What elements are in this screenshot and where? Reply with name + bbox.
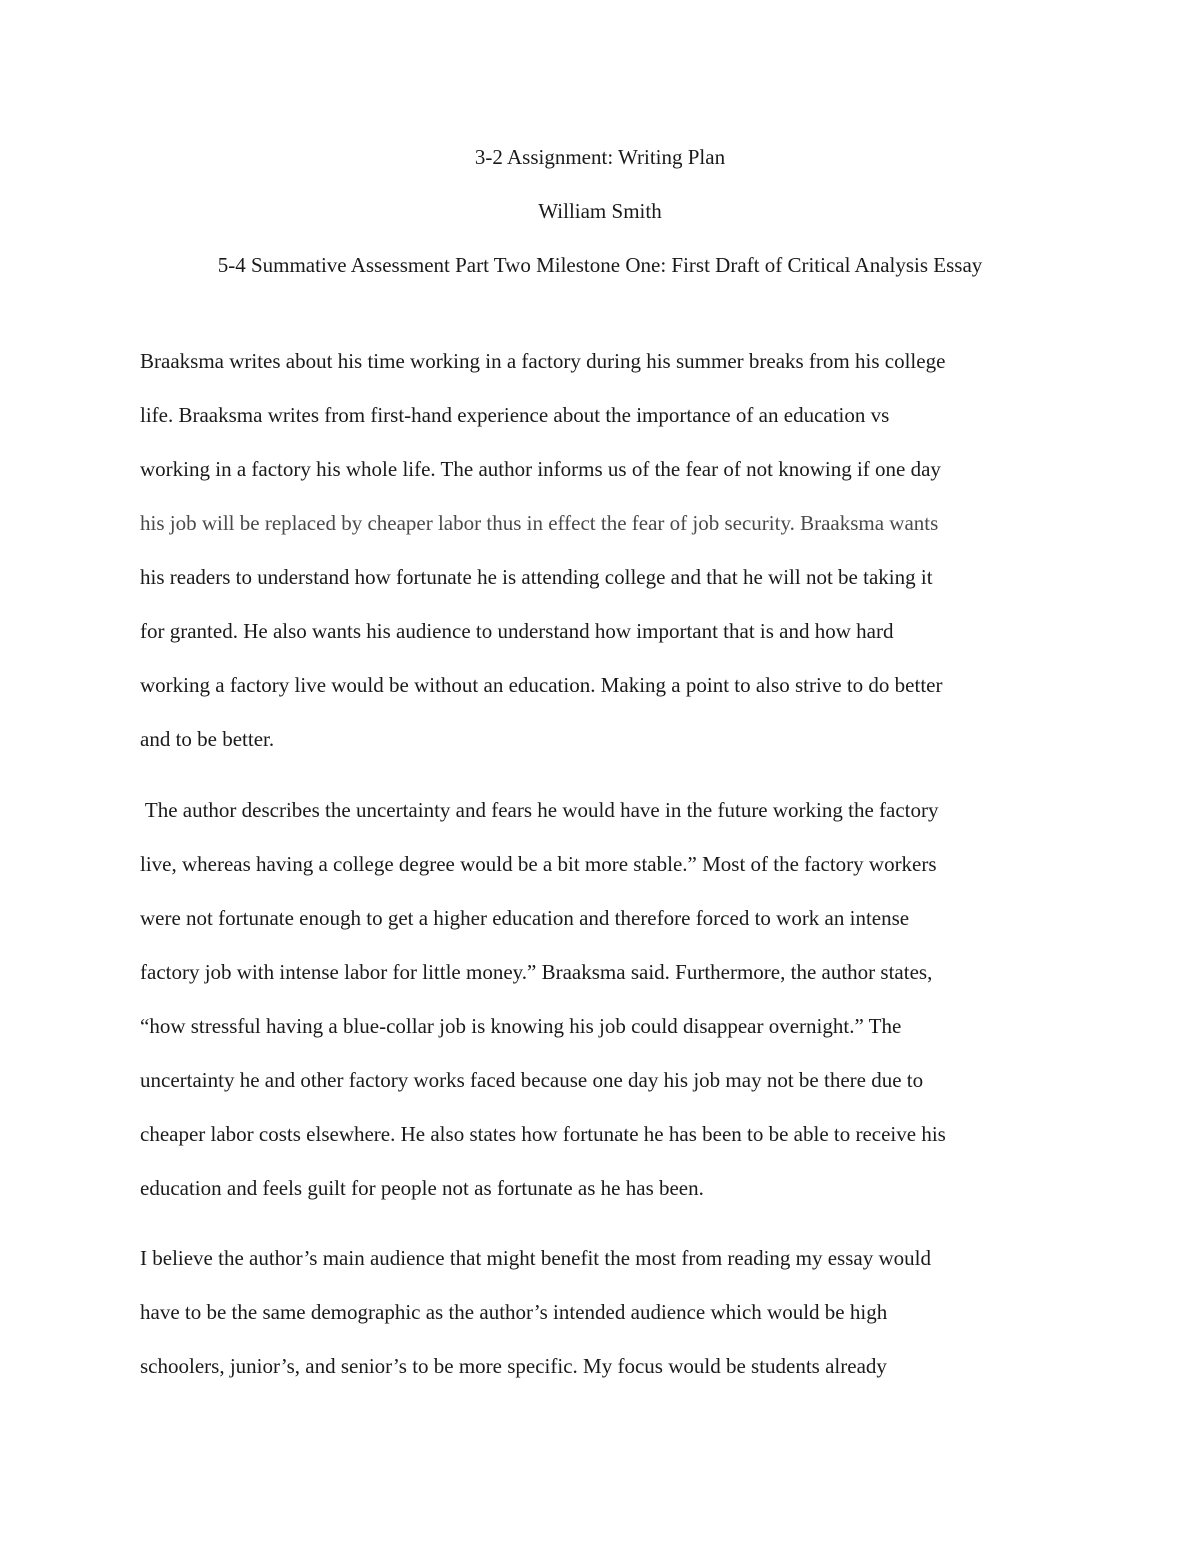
paragraph-line: were not fortunate enough to get a higher education and therefore forced to work an intense xyxy=(140,906,910,930)
author-name: William Smith xyxy=(538,199,662,223)
paragraph-line: The author describes the uncertainty and fears he would have in the future working the factory xyxy=(140,798,939,822)
paragraph-line: I believe the author’s main audience that might benefit the most from reading my essay would xyxy=(140,1246,931,1270)
paragraph-line: “how stressful having a blue-collar job is knowing his job could disappear overnight.” The xyxy=(140,1014,902,1038)
paragraph-line: have to be the same demographic as the author’s intended audience which would be high xyxy=(140,1300,888,1324)
paragraph-line: live, whereas having a college degree would be a bit more stable.” Most of the factory workers xyxy=(140,852,937,876)
paragraph-line: Braaksma writes about his time working in a factory during his summer breaks from his college xyxy=(140,349,946,373)
paragraph-line: factory job with intense labor for little money.” Braaksma said. Furthermore, the author states, xyxy=(140,960,933,984)
paragraph-line: education and feels guilt for people not as fortunate as he has been. xyxy=(140,1176,704,1200)
assignment-title: 3-2 Assignment: Writing Plan xyxy=(474,145,726,169)
paragraph-line: and to be better. xyxy=(140,727,275,751)
paragraph-line: his readers to understand how fortunate he is attending college and that he will not be taking it xyxy=(140,565,933,589)
paragraph-line: for granted. He also wants his audience to understand how important that is and how hard xyxy=(140,619,894,643)
paragraph-line: uncertainty he and other factory works faced because one day his job may not be there due to xyxy=(140,1068,924,1092)
paragraph-line: schoolers, junior’s, and senior’s to be more specific. My focus would be students already xyxy=(140,1354,887,1378)
paragraph-line: his job will be replaced by cheaper labor thus in effect the fear of job security. Braaksma wants xyxy=(140,511,939,535)
paragraph-line: working a factory live would be without an education. Making a point to also strive to do better xyxy=(140,673,943,697)
paragraph-line: working in a factory his whole life. The author informs us of the fear of not knowing if one day xyxy=(140,457,941,481)
assignment-subtitle: 5-4 Summative Assessment Part Two Milestone One: First Draft of Critical Analysis Essay xyxy=(217,253,983,277)
paragraph-line: cheaper labor costs elsewhere. He also states how fortunate he has been to be able to receive his xyxy=(140,1122,946,1146)
paragraph-line: life. Braaksma writes from first-hand experience about the importance of an education vs xyxy=(140,403,890,427)
